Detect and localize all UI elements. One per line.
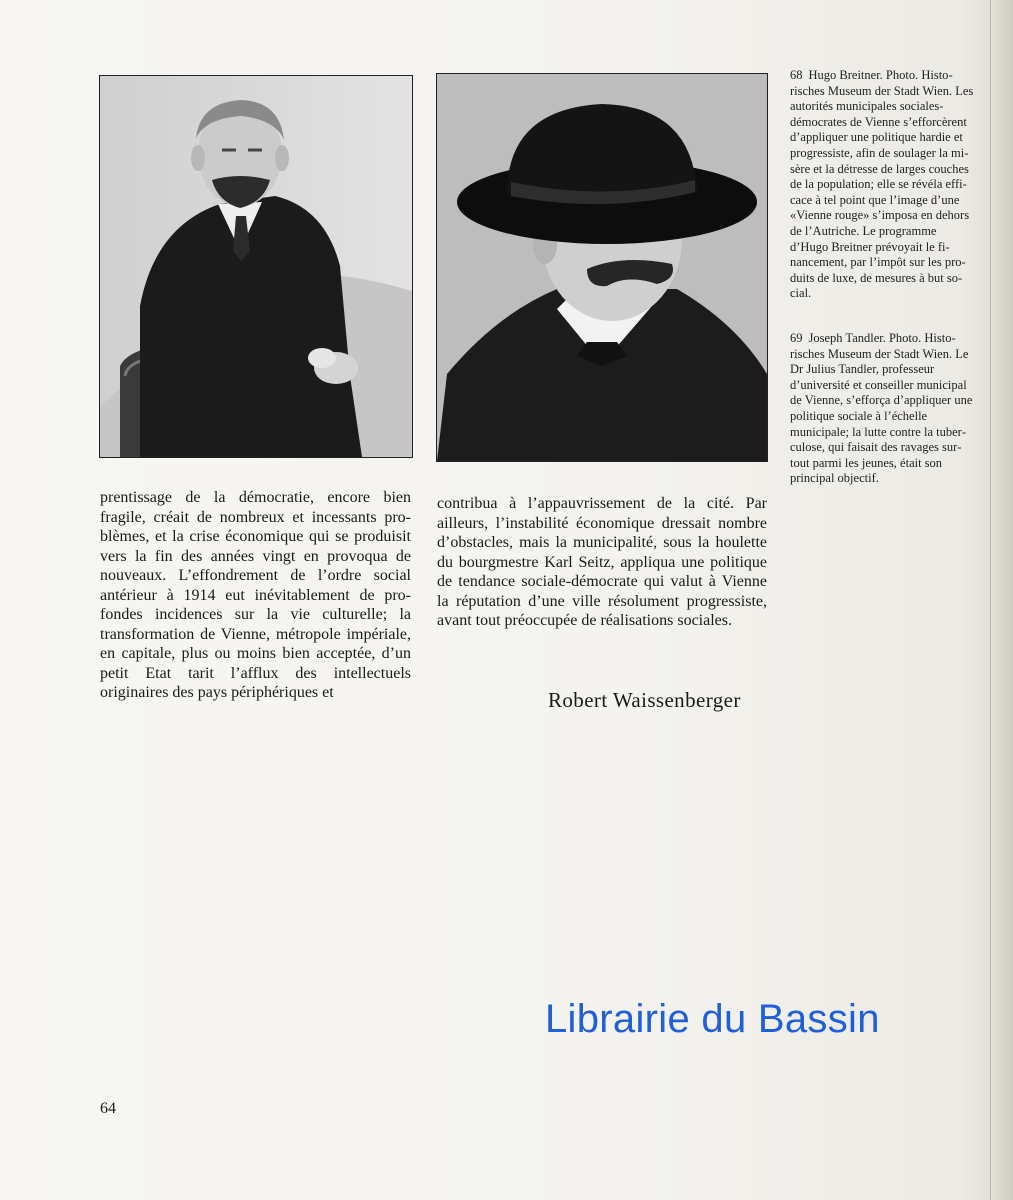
seller-watermark: Librairie du Bassin xyxy=(545,997,880,1041)
caption-text: Hugo Breitner. Photo. Historisches Museum der Stadt Wien. Les autorités municipales sociales-démocrates de Vienne s’efforcèrent d’appliquer une politique hardie et progressiste, afin de soulager la misère et la détresse de larges couches de la population; elle se révéla efficace à tel point que l’image d’une «Vienne rouge» s’imposa en dehors de l’Autriche. Le programme d’Hugo Breitner prévoyait le financement, par l’impôt sur les produits de luxe, de mesures à but social. xyxy=(790,68,974,301)
portrait-tandler-drawing xyxy=(437,74,767,461)
caption-68 xyxy=(790,68,976,302)
portrait-breitner-drawing xyxy=(100,76,412,457)
body-text-left-column: prentissage de la démocratie, encore bien fragile, créait de nombreux et incessants problèmes, et la crise économique qui se produisit vers la fin des années vingt en provoqua de nouveaux. L’effondrement de l’ordre social antérieur à 1914 eut inévitablement de profondes incidences sur la vie culturelle; la transformation de Vienne, métropole impériale, en capitale, plus ou moins bien acceptée, d’un petit Etat tarit l’afflux des intellectuels originaires des pays périphériques et xyxy=(100,489,411,701)
body-text-middle-column: contribua à l’appauvrissement de la cité. Par ailleurs, l’instabilité économique dressait nombre d’obstacles, mais la municipalité, sous la houlette du bourgmestre Karl Seitz, appliqua une politique de tendance sociale-démocrate qui valut à Vienne la réputation d’une ville résolument progressiste, avant tout préoccupée de réalisations sociales. xyxy=(437,495,767,629)
page-number: 64 xyxy=(100,1100,116,1117)
caption-69 xyxy=(790,331,976,487)
photo-hugo-breitner xyxy=(100,76,412,457)
photo-joseph-tandler xyxy=(437,74,767,461)
book-edge xyxy=(990,0,1013,1200)
caption-number: 69 xyxy=(790,331,803,345)
caption-text: Joseph Tandler. Photo. Historisches Museum der Stadt Wien. Le Dr Julius Tandler, professeur d’université et conseiller municipal de Vienne, s’efforça d’appliquer une politique sociale à l’échelle municipale; la lutte contre la tuberculose, qui faisait des ravages surtout parmi les jeunes, était son principal objectif. xyxy=(790,331,973,486)
caption-number: 68 xyxy=(790,68,803,82)
author-signature: Robert Waissenberger xyxy=(548,688,741,712)
